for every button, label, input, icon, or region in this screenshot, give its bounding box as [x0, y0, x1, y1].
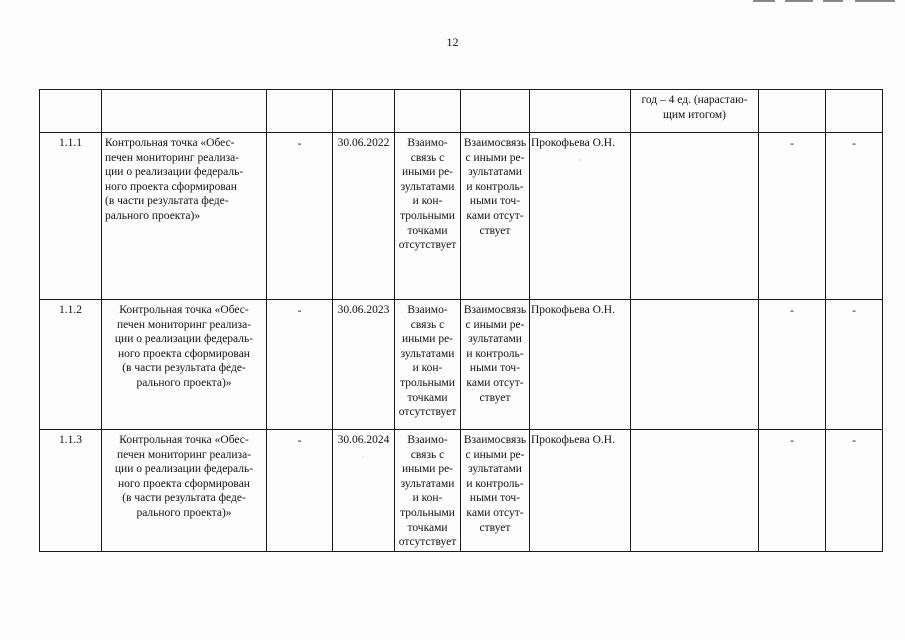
row-number: 1.1.2: [40, 300, 102, 430]
rel-line: отсутствует: [398, 536, 457, 549]
rel-line: зультатами: [400, 180, 455, 193]
cell-col9: [759, 90, 826, 133]
deadline-date: [333, 430, 395, 552]
rel-line: отсутствует: [398, 239, 457, 252]
name-line: ции о реализации федераль-: [114, 333, 254, 346]
rel-line: Взаимосвязь: [463, 434, 527, 446]
deadline-date: 30.06.2022: [333, 133, 395, 300]
rel-line: с иными ре-: [465, 318, 525, 331]
rel-line: зультатами: [468, 166, 522, 179]
rel-line: точками: [407, 391, 448, 404]
scan-edge-marks: [745, 0, 905, 3]
cell-note: [631, 133, 759, 300]
responsible-person: [530, 300, 631, 430]
header-continuation-row: [40, 90, 883, 133]
rel-line: трольными: [400, 506, 455, 519]
rel-line: ками отсут-: [466, 506, 524, 519]
responsible-person: [530, 430, 631, 552]
responsible-name: Прокофьева О.Н.: [531, 137, 615, 149]
rel-line: зультатами: [400, 347, 455, 360]
rel-line: иными ре-: [401, 166, 454, 179]
rel-line: связь с: [410, 448, 445, 461]
name-line: ного проекта сформирован: [105, 180, 237, 193]
row-number: 1.1.3: [40, 430, 102, 552]
note-line: год – 4 ед. (нарастаю-: [641, 94, 748, 106]
rel-line: с иными ре-: [465, 151, 525, 164]
table-row: [40, 430, 883, 552]
cell-rel2: [461, 90, 530, 133]
rel-line: иными ре-: [401, 333, 454, 346]
scan-speck: ·: [578, 155, 582, 165]
rel-line: зультатами: [400, 477, 455, 490]
col9-value: -: [759, 133, 826, 300]
relation-results: [395, 430, 461, 552]
page-number: 12: [446, 35, 459, 49]
name-line: Контрольная точка «Обес-: [119, 304, 249, 316]
name-line: рального проекта)»: [136, 506, 232, 519]
relation-checkpoints: [461, 300, 530, 430]
rel-line: точками: [407, 521, 448, 534]
name-line: рального проекта)»: [136, 376, 232, 389]
rel-line: зультатами: [468, 463, 522, 476]
name-line: (в части результата феде-: [122, 362, 246, 375]
responsible-name: Прокофьева О.Н.: [531, 304, 615, 316]
col10-value: -: [826, 430, 883, 552]
rel-line: ными точ-: [469, 195, 521, 208]
name-line: Контрольная точка «Обес-: [119, 434, 249, 446]
rel-line: ками отсут-: [466, 376, 524, 389]
responsible-person: [530, 133, 631, 300]
cell-col3: [267, 90, 333, 133]
rel-line: зультатами: [468, 333, 522, 346]
rel-line: и контроль-: [466, 477, 524, 490]
relation-checkpoints: [461, 430, 530, 552]
name-line: рального проекта)»: [105, 209, 201, 222]
name-line: ции о реализации федераль-: [114, 463, 254, 476]
name-line: Контрольная точка «Обес-: [105, 137, 235, 149]
rel-line: и контроль-: [466, 180, 524, 193]
cell-rel1: [395, 90, 461, 133]
rel-line: трольными: [400, 209, 455, 222]
rel-line: Взаимосвязь: [463, 137, 527, 149]
rel-line: иными ре-: [401, 463, 454, 476]
col3-value: -: [267, 300, 333, 430]
col3-value: -: [267, 430, 333, 552]
name-line: печен мониторинг реализа-: [116, 318, 252, 331]
rel-line: и кон-: [412, 195, 443, 208]
rel-line: отсутствует: [398, 406, 457, 419]
row-number: 1.1.1: [40, 133, 102, 300]
name-line: ного проекта сформирован: [118, 347, 250, 360]
col10-value: -: [826, 133, 883, 300]
name-line: (в части результата феде-: [105, 195, 229, 208]
checkpoint-name: [102, 300, 267, 430]
note-line: щим итогом): [662, 108, 726, 121]
col9-value: -: [759, 300, 826, 430]
rel-line: связь с: [410, 318, 445, 331]
rel-line: трольными: [400, 376, 455, 389]
deadline-date: 30.06.2023: [333, 300, 395, 430]
col3-value: -: [267, 133, 333, 300]
checkpoint-name: [102, 430, 267, 552]
rel-line: ками отсут-: [466, 209, 524, 222]
rel-line: ствует: [479, 224, 511, 237]
rel-line: с иными ре-: [465, 448, 525, 461]
responsible-name: Прокофьева О.Н.: [531, 434, 615, 446]
cell-note: [631, 300, 759, 430]
name-line: ного проекта сформирован: [118, 477, 250, 490]
relation-results: [395, 300, 461, 430]
rel-line: и контроль-: [466, 347, 524, 360]
rel-line: Взаимосвязь: [463, 304, 527, 316]
cell-note: [631, 430, 759, 552]
table-row: [40, 133, 883, 300]
rel-line: Взаимо-: [407, 304, 448, 316]
rel-line: и кон-: [412, 362, 443, 375]
rel-line: точками: [407, 224, 448, 237]
project-table: [39, 89, 883, 552]
cell-responsible: [530, 90, 631, 133]
rel-line: Взаимо-: [407, 137, 448, 149]
cell-num: [40, 90, 102, 133]
cell-name: [102, 90, 267, 133]
cell-col10: [826, 90, 883, 133]
rel-line: ствует: [479, 391, 511, 404]
rel-line: ными точ-: [469, 362, 521, 375]
col9-value: -: [759, 430, 826, 552]
date-text: 30.06.2024: [337, 434, 390, 446]
name-line: печен мониторинг реализа-: [116, 448, 252, 461]
scan-speck: ·: [362, 452, 365, 462]
relation-results: [395, 133, 461, 300]
cell-date: [333, 90, 395, 133]
rel-line: ствует: [479, 521, 511, 534]
name-line: (в части результата феде-: [122, 492, 246, 505]
name-line: ции о реализации федераль-: [105, 166, 244, 179]
cell-note: [631, 90, 759, 133]
rel-line: ными точ-: [469, 492, 521, 505]
col10-value: -: [826, 300, 883, 430]
rel-line: и кон-: [412, 492, 443, 505]
name-line: печен мониторинг реализа-: [105, 151, 240, 164]
checkpoint-name: [102, 133, 267, 300]
rel-line: Взаимо-: [407, 434, 448, 446]
table-row: [40, 300, 883, 430]
rel-line: связь с: [410, 151, 445, 164]
relation-checkpoints: [461, 133, 530, 300]
